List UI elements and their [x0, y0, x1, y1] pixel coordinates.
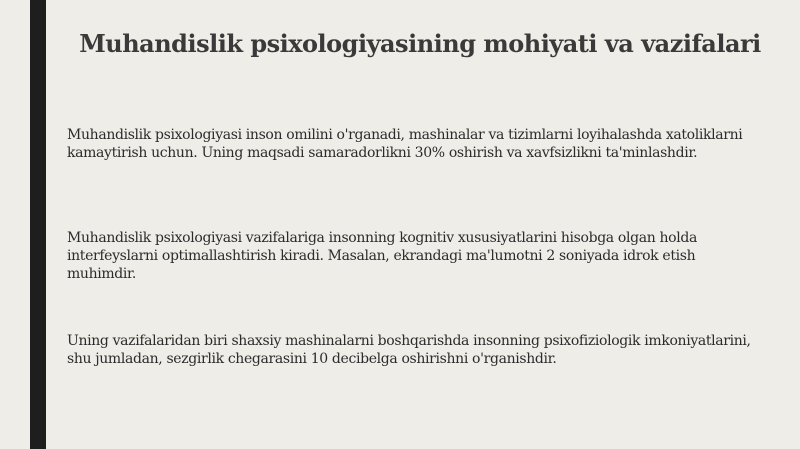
paragraph-tasks: Muhandislik psixologiyasi vazifalariga insonning kognitiv xususiyatlarini hisobga olgan holda interfeyslarni optimallashtirish kiradi. Masalan, ekrandagi ma'lumotni 2 soniyada idrok etish muhimdir.: [67, 230, 697, 282]
paragraph-definition: Muhandislik psixologiyasi inson omilini o'rganadi, mashinalar va tizimlarni loyihalashda xatoliklarni kamaytirish uchun. Uning maqsadi samaradorlikni 30% oshirish va xavfsizlikni ta'minlashdir.: [67, 127, 743, 161]
paragraph-psychophysiology: Uning vazifalaridan biri shaxsiy mashinalarni boshqarishda insonning psixofiziologik imkoniyatlarini, shu jumladan, sezgirlik chegarasini 10 decibelga oshirishni o'rganishdir.: [67, 333, 751, 367]
slide-title: Muhandislik psixologiyasining mohiyati va vazifalari: [79, 29, 761, 58]
left-accent-bar: [30, 0, 46, 449]
